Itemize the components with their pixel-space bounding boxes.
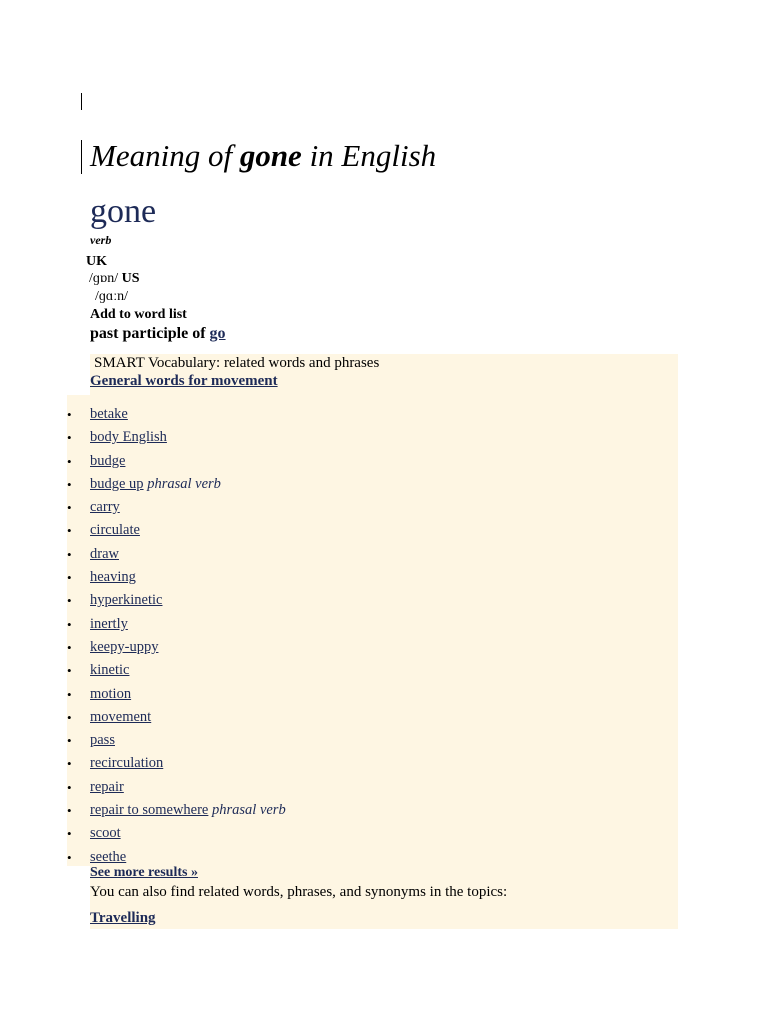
list-item xyxy=(67,403,286,426)
list-item xyxy=(67,776,286,799)
word-pos: phrasal verb xyxy=(212,802,286,819)
title-suffix: in English xyxy=(309,138,437,173)
related-words-list xyxy=(67,403,286,869)
related-word-link[interactable]: hyperkinetic xyxy=(90,592,163,609)
text-cursor xyxy=(81,93,82,110)
us-label: US xyxy=(121,271,140,286)
add-to-word-list-button[interactable]: Add to word list xyxy=(90,307,187,322)
related-word-link[interactable]: heaving xyxy=(90,569,136,586)
related-word-link[interactable]: budge xyxy=(90,452,126,469)
list-item xyxy=(67,822,286,845)
list-item xyxy=(67,473,286,496)
list-item xyxy=(67,450,286,473)
related-word-link[interactable]: draw xyxy=(90,545,119,562)
related-word-link[interactable]: movement xyxy=(90,708,152,725)
list-item xyxy=(67,543,286,566)
related-word-link[interactable]: circulate xyxy=(90,522,140,539)
related-word-link[interactable]: inertly xyxy=(90,615,128,632)
related-word-link[interactable]: pass xyxy=(90,732,115,749)
related-word-link[interactable]: budge up xyxy=(90,475,144,492)
related-word-link[interactable]: body English xyxy=(90,429,167,446)
topics-intro: You can also find related words, phrases, and synonyms in the topics: xyxy=(90,884,508,900)
list-item xyxy=(67,426,286,449)
see-more-link[interactable]: See more results » xyxy=(90,865,198,880)
list-item xyxy=(67,729,286,752)
word-pos: phrasal verb xyxy=(147,475,221,492)
list-item xyxy=(67,613,286,636)
page-title xyxy=(90,138,436,174)
title-prefix: Meaning of xyxy=(90,138,233,173)
related-word-link[interactable]: betake xyxy=(90,406,128,422)
related-word-link[interactable]: repair to somewhere xyxy=(90,802,209,819)
uk-label: UK xyxy=(86,254,107,269)
related-word-link[interactable]: keepy-uppy xyxy=(90,638,159,655)
list-item xyxy=(67,566,286,589)
related-word-link[interactable]: recirculation xyxy=(90,755,164,772)
related-word-link[interactable]: scoot xyxy=(90,825,121,842)
uk-pron-text: /ɡɒn/ xyxy=(89,271,119,286)
list-item xyxy=(67,683,286,706)
us-pronunciation: /ɡɑːn/ xyxy=(95,289,128,304)
headword: gone xyxy=(90,193,157,230)
related-word-link[interactable]: repair xyxy=(90,778,124,795)
definition-text: past participle of xyxy=(90,325,206,342)
related-word-link[interactable]: motion xyxy=(90,685,132,702)
related-word-link[interactable]: kinetic xyxy=(90,662,130,679)
category-link[interactable]: General words for movement xyxy=(90,373,278,389)
title-divider xyxy=(81,140,82,174)
uk-pronunciation xyxy=(89,271,140,287)
list-item xyxy=(67,636,286,659)
smart-vocab-heading: SMART Vocabulary: related words and phrases xyxy=(94,355,380,371)
list-item xyxy=(67,752,286,775)
list-item xyxy=(67,496,286,519)
list-item xyxy=(67,799,286,822)
list-item xyxy=(67,519,286,542)
topic-link-travelling[interactable]: Travelling xyxy=(90,910,156,926)
related-word-link[interactable]: carry xyxy=(90,499,120,516)
list-item xyxy=(67,589,286,612)
list-item xyxy=(67,706,286,729)
part-of-speech: verb xyxy=(90,233,112,247)
definition xyxy=(90,325,226,343)
related-word-link[interactable]: seethe xyxy=(90,848,127,865)
title-word: gone xyxy=(239,138,302,173)
definition-link-go[interactable]: go xyxy=(209,325,226,342)
list-item xyxy=(67,659,286,682)
